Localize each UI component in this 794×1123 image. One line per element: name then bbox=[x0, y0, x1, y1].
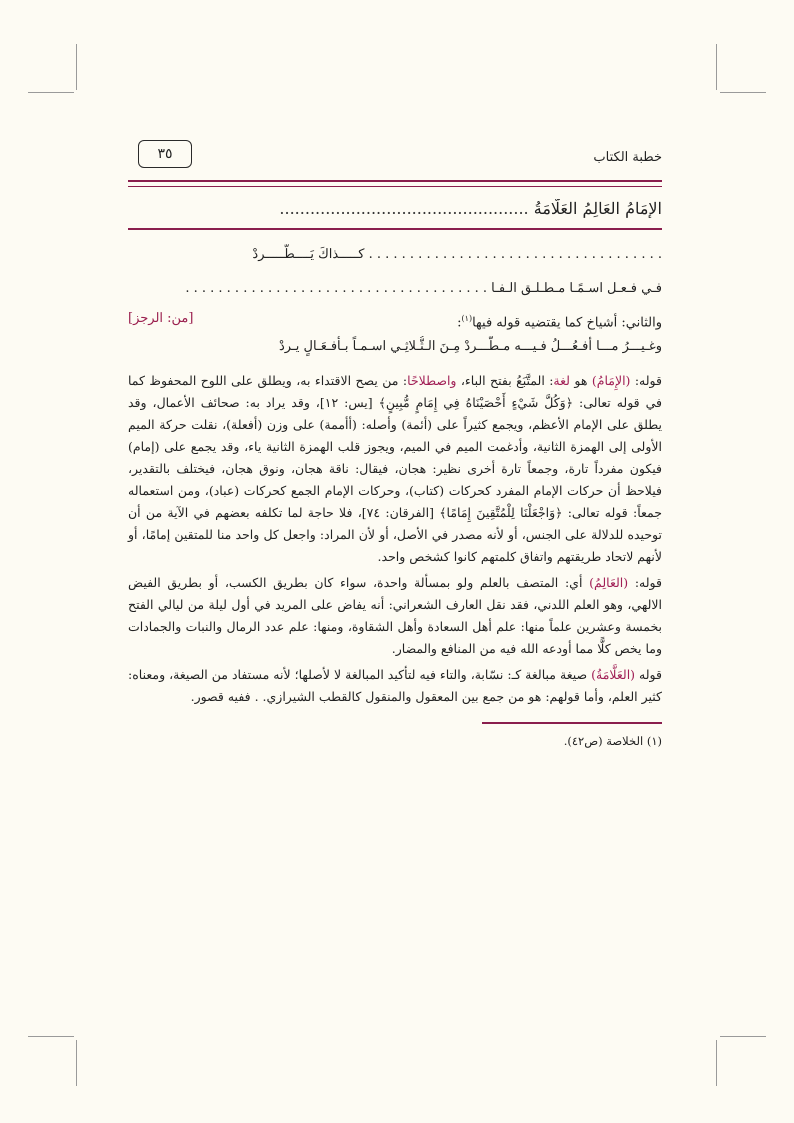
crop-mark bbox=[720, 92, 766, 93]
footnote-ref[interactable]: (١) bbox=[461, 314, 473, 323]
term-lugha: لغة bbox=[553, 373, 570, 388]
page-header bbox=[128, 140, 662, 180]
para-text: صيغة مبالغة كـ: نسّابة، والتاء فيه لتأكيد المبالغة لا لأصلها؛ لأنه مستفاد من الصيغة، ومعناه: كثير العلم، وأما قولهم: هو من جمع بين المعقول والمنقول كالقطب الشيرازي. . ففيه قصور. bbox=[128, 667, 662, 704]
para-lead: قوله: bbox=[628, 575, 662, 590]
header-rule bbox=[128, 180, 662, 182]
para-text: : المتَّبَعُ بفتح الباء، bbox=[456, 373, 554, 388]
section-title-dots: ................................................. bbox=[279, 199, 529, 218]
header-rule-thin bbox=[128, 186, 662, 187]
running-title: خطبة الكتاب bbox=[593, 150, 662, 165]
footnote: (١) الخلاصة (ص٤٢). bbox=[563, 734, 662, 748]
verse-note-text: والثاني: أشياخ كما يقتضيه قوله فيها bbox=[472, 315, 662, 331]
section-title-text: الإِمَامُ العَالِمُ العَلَّامَةُ bbox=[533, 199, 662, 218]
crop-mark bbox=[28, 92, 74, 93]
page-number: ٣٥ bbox=[138, 140, 192, 168]
paragraph-imam bbox=[128, 370, 662, 568]
term-allama: (العَلَّامَةُ) bbox=[591, 667, 636, 682]
para-text: : من يصح الاقتداء به، ويطلق على اللوح المحفوظ كما في قوله تعالى: ﴿وَكُلَّ شَيْءٍ أَحْصَيْنَاهُ فِي إِمَامٍ مُّبِينٍ﴾ [يس: ١٢]، وقد يراد به: صحائف الأعمال، وقد يطلق على الإمام الأعظم، ويجمع كثيراً على (أئمة) وأصله: (أأممة) على وزن (أفعلة)، نقلت حركة الميم الأولى إلى الهمزة الثانية، وأدغمت الميم في الميم، ويجوز قلب الهمزة الثانية ياء، وقد يجمع على (إمام) فيكون مفرداً تارة، وجمعاً تارة أخرى نظير: هجان، فيقال: ناقة هجان، ونوق هجان، فيختلف بالتقدير، فيلاحظ أن حركات الإمام المفرد كحركات (كتاب)، وحركات الإمام الجمع كحركات (عباد)، ومن استعماله جمعاً: قوله تعالى: ﴿وَاجْعَلْنَا لِلْمُتَّقِينَ إِمَامًا﴾ [الفرقان: ٧٤]، فلا حاجة لما تكلفه بعضهم في الآية من أن توحيده للدلالة على الجنس، أو لأنه مصدر في الأصل، أو لأن المراد: واجعل كل واحد منا للمتقين إمامًا، أو لأنهم لاتحاد طريقتهم واتفاق كلمتهم كانوا كشخص واحد. bbox=[128, 373, 663, 564]
section-title bbox=[128, 199, 662, 218]
verse-line-2: فـي فـعـل اسـمًـا مـطـلـق الـفـا . . . . . . . . . . . . . . . . . . . . . . . . . . . . . . . . . . . . . bbox=[185, 281, 662, 296]
crop-mark bbox=[76, 1040, 77, 1086]
term-istilah: واصطلاحًا bbox=[407, 373, 457, 388]
para-text: هو bbox=[569, 373, 592, 388]
para-text: أي: المتصف بالعلم ولو بمسألة واحدة، سواء كان بطريق الكسب، أو بطريق الفيض الالهي، وهو العلم اللدني، فقد نقل العارف الشعراني: أنه يفاض على المريد في أول ليلة من ليالي الفتح بخمسة وعشرين علماً منها: علم أهل السعادة وأهل الشقاوة، ومنها: علم عدد الرمال والنبات والجمادات وما يخص كلًّا مما أودعه الله فيه من المنافع والمضار. bbox=[128, 575, 662, 656]
verse-line-3: وغـيـــرُ مـــا أفـعُـــلُ فـيـــه مـطَّـــردْ مِـنَ الـثُّـلاثِـي اسـمـاً بـأفـعَـالٍ يـردْ bbox=[279, 339, 662, 354]
paragraph-alim bbox=[128, 572, 662, 660]
verse-line-1: . . . . . . . . . . . . . . . . . . . . . . . . . . . . . . . . . . . . كـــــذاكَ يَــــطَّـــــردْ bbox=[252, 247, 662, 262]
crop-mark bbox=[76, 44, 77, 90]
verse-note-end: : bbox=[457, 315, 462, 331]
term-alim: (العَالِمُ) bbox=[589, 575, 629, 590]
page bbox=[128, 140, 662, 750]
paragraph-allama bbox=[128, 664, 662, 708]
para-lead: قوله bbox=[635, 667, 662, 682]
verse-note bbox=[128, 308, 662, 330]
crop-mark bbox=[720, 1036, 766, 1037]
title-rule bbox=[128, 228, 662, 230]
para-lead: قوله: bbox=[630, 373, 662, 388]
term-imam: (الإِمَامُ) bbox=[591, 373, 631, 388]
crop-mark bbox=[716, 1040, 717, 1086]
crop-mark bbox=[28, 1036, 74, 1037]
crop-mark bbox=[716, 44, 717, 90]
meter-label: [من: الرجز] bbox=[128, 311, 194, 326]
footnote-rule bbox=[482, 722, 662, 724]
